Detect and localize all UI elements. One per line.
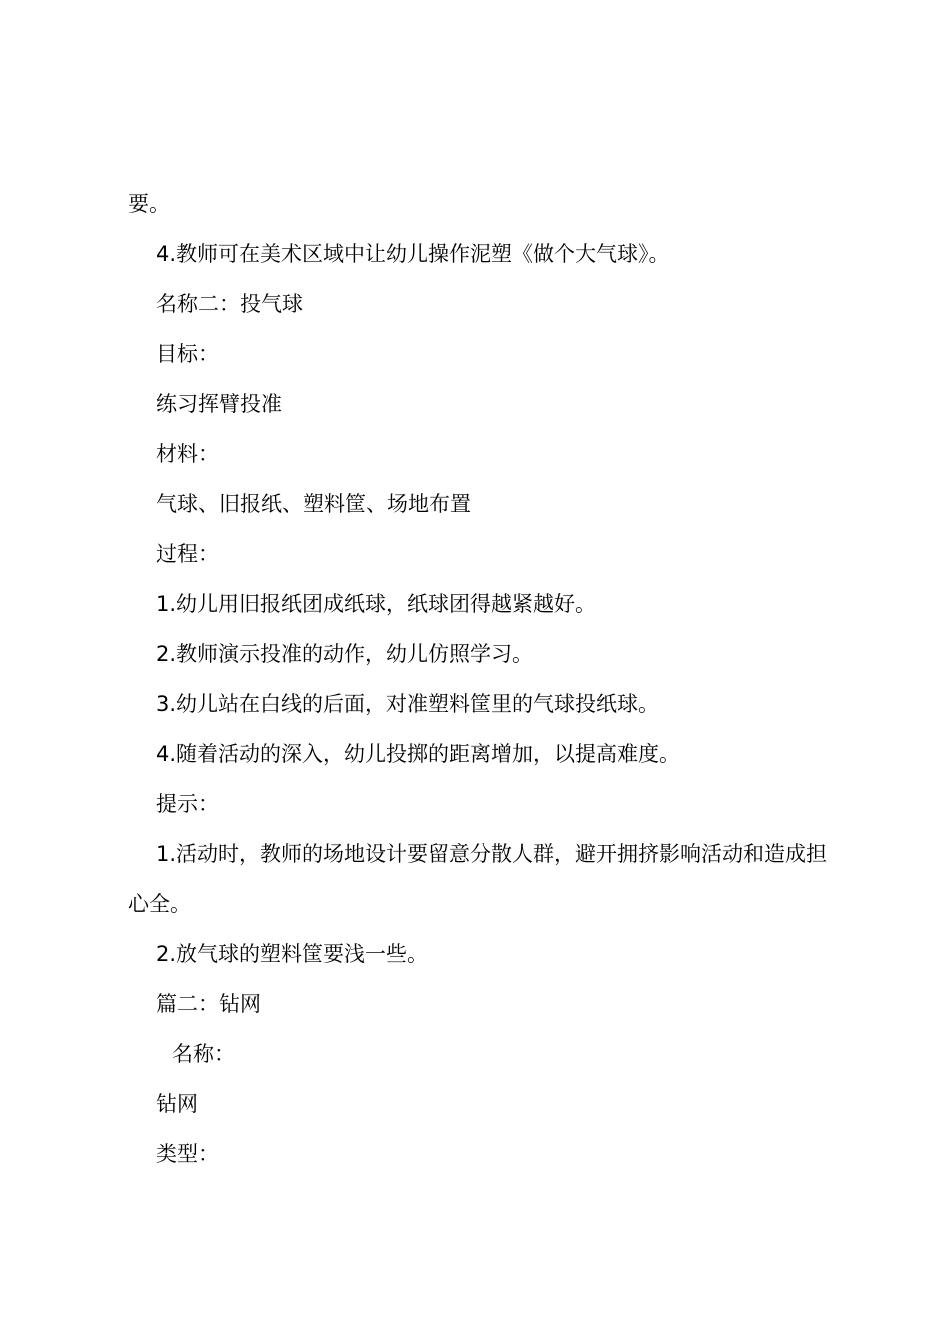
- paragraph-step-4-clay: 4.教师可在美术区域中让幼儿操作泥塑《做个大气球》。: [156, 242, 670, 266]
- heading-tips: 提示：: [156, 792, 219, 816]
- paragraph-process-step-1: 1.幼儿用旧报纸团成纸球，纸球团得越紧越好。: [156, 592, 597, 616]
- heading-part-two: 篇二：钻网: [156, 992, 261, 1016]
- paragraph-goal-text: 练习挥臂投准: [156, 392, 282, 416]
- paragraph-process-step-3: 3.幼儿站在白线的后面，对准塑料筐里的气球投纸球。: [156, 692, 660, 716]
- paragraph-process-step-4: 4.随着活动的深入，幼儿投掷的距离增加，以提高难度。: [156, 742, 681, 766]
- paragraph-materials-text: 气球、旧报纸、塑料筐、场地布置: [156, 492, 471, 516]
- paragraph-tip-1: 1.活动时，教师的场地设计要留意分散人群，避开拥挤影响活动和造成担心全。: [128, 842, 828, 916]
- heading-name-two: 名称二：投气球: [156, 292, 303, 316]
- paragraph-continuation: 要。: [128, 192, 170, 216]
- paragraph-process-step-2: 2.教师演示投准的动作，幼儿仿照学习。: [156, 642, 534, 666]
- heading-name: 名称：: [172, 1042, 235, 1066]
- paragraph-name-text: 钻网: [156, 1092, 198, 1116]
- heading-type: 类型：: [156, 1142, 219, 1166]
- paragraph-tip-2: 2.放气球的塑料筐要浅一些。: [156, 942, 429, 966]
- heading-process: 过程：: [156, 542, 219, 566]
- heading-materials: 材料：: [156, 442, 219, 466]
- heading-goal: 目标：: [156, 342, 219, 366]
